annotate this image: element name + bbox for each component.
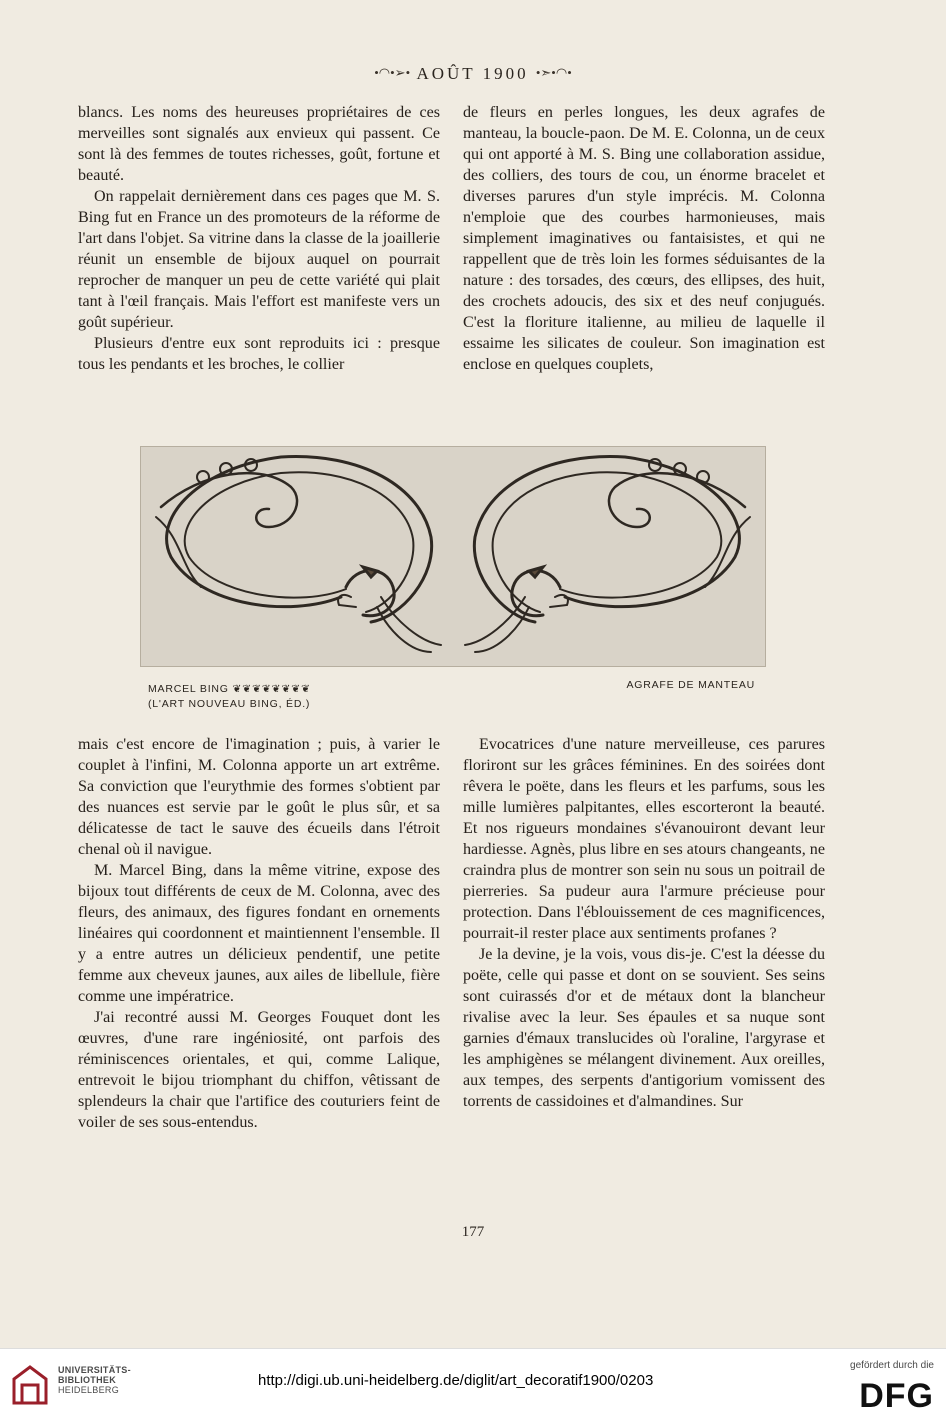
column-top-left [78,102,440,422]
mantle-clasp-drawing [141,447,765,666]
header-ornament-right: •➣•◠• [535,65,572,80]
column-bottom-right [463,734,825,1214]
dfg-logo: DFG [859,1377,934,1415]
paragraph: blancs. Les noms des heureuses propriétaires de ces merveilles sont signalés aux envieux qui passent. Ce sont là des femmes de toutes richesses, goût, fortune et beauté. [78,104,440,184]
header-title: AOÛT 1900 [416,64,529,83]
paragraph: J'ai recontré aussi M. Georges Fouquet dont les œuvres, d'une rare ingéniosité, ont parfois des réminiscences orientales, et qui, comme Lalique, entrevoit le bijou triomphant du chiffon, vêtissant de splendeurs la chair que l'artifice des couturiers feint de voiler de ses sous-entendus. [78,1009,440,1131]
header-ornament-left: •◠•➢• [374,65,411,80]
paragraph: M. Marcel Bing, dans la même vitrine, expose des bijoux tout différents de ceux de M. Colonna, avec des fleurs, des animaux, des figures fondant en ornements linéaires qui coordonnent et maintiennent l'ensemble. Il y a entre autres un délicieux pendentif, une petite femme aux cheveux jaunes, aux ailes de libellule, fière comme une impératrice. [78,862,440,1005]
university-library-logo-icon [10,1363,50,1407]
column-top-right [463,102,825,422]
library-name-line: HEIDELBERG [58,1385,120,1395]
library-name [58,1365,131,1395]
figure-caption-left [148,682,311,712]
caption-artist: MARCEL BING [148,683,229,695]
left-clasp [156,457,441,652]
page-number: 177 [461,1224,485,1240]
running-header [0,64,946,84]
paragraph: Je la devine, je la vois, vous dis-je. C'est la déesse du poëte, celle qui passe et dont on se souvient. Ses seins sont cuirassés d'or et de métaux dont la blancheur rivalise avec la leur. Ses épaules et sa nuque sont garnies d'émaux translucides où l'oraline, l'argyrase et les amphigènes se mélangent divinement. Aux oreilles, aux tempes, des serpents d'antigorium vomissent des torrents de cassidoines et d'almandines. Sur [463,946,825,1110]
paragraph: Evocatrices d'une nature merveilleuse, ces parures floriront sur les grâces féminines. En des soirées dont rêvera le poëte, dans les fleurs et les parfums, sous les mille lumières palpitantes, elles escorteront la beauté. Et nos rigueurs mondaines s'évanouiront devant leur hardiesse. Agnès, plus libre en ses atours changeants, ne craindra plus de montrer son sein nu sous un poitrail de pierreries. Sa pudeur aura l'armure précieuse pour protection. Dans l'éblouissement de ces magnificences, pourrait-il rester place aux sentiments profanes ? [463,736,825,942]
library-name-line: UNIVERSITÄTS- [58,1365,131,1375]
funding-note: gefördert durch die [850,1360,934,1371]
library-name-line: BIBLIOTHEK [58,1375,116,1385]
caption-ornament: ❦❦❦❦❦❦❦❦ [232,683,311,695]
column-bottom-left [78,734,440,1214]
paragraph: de fleurs en perles longues, les deux agrafes de manteau, la boucle-paon. De M. E. Colonna, un de ceux qui ont apporté à M. S. Bing une collaboration assidue, des colliers, des tours de cou, un énorme bracelet et diverses parures d'un style imprécis. M. Colonna n'emploie que des courbes harmonieuses, mais simplement imaginatives ou fantaisistes, et qui ne rappellent que de très loin les formes séduisantes de la nature : des torsades, des cœurs, des ellipses, des huit, des crochets adoucis, des six et des neuf conjugués. C'est la floriture italienne, au milieu de laquelle il essaime les silicates de couleur. Son imagination est enclose en quelques couplets, [463,104,825,373]
paragraph: On rappelait dernièrement dans ces pages que M. S. Bing fut en France un des promoteurs de la réforme de l'art dans l'objet. Sa vitrine dans la classe de la joaillerie réunit un ensemble de bijoux auquel on pourrait reprocher de manquer un peu de cette variété qui plait tant à l'œil français. Mais l'effort est manifeste vers un goût supérieur. [78,188,440,331]
right-clasp [465,457,750,652]
paragraph: Plusieurs d'entre eux sont reproduits ici : presque tous les pendants et les broches, le collier [78,335,440,373]
permalink-url[interactable]: http://digi.ub.uni-heidelberg.de/diglit/art_decoratif1900/0203 [258,1372,654,1389]
paragraph: mais c'est encore de l'imagination ; puis, à varier le couplet à l'infini, M. Colonna apporte un art extrême. Sa conviction que l'eurythmie des formes s'obtient par des nuances est servie par le goût le plus sûr, et sa délicatesse de tact le sauve des écueils dans l'étroit chenal où il navigue. [78,736,440,858]
figure-caption-right: AGRAFE DE MANTEAU [626,679,755,691]
brooch-illustration [140,446,766,667]
viewer-footer [0,1348,946,1420]
caption-publisher: (L'ART NOUVEAU BING, ÉD.) [148,698,311,710]
